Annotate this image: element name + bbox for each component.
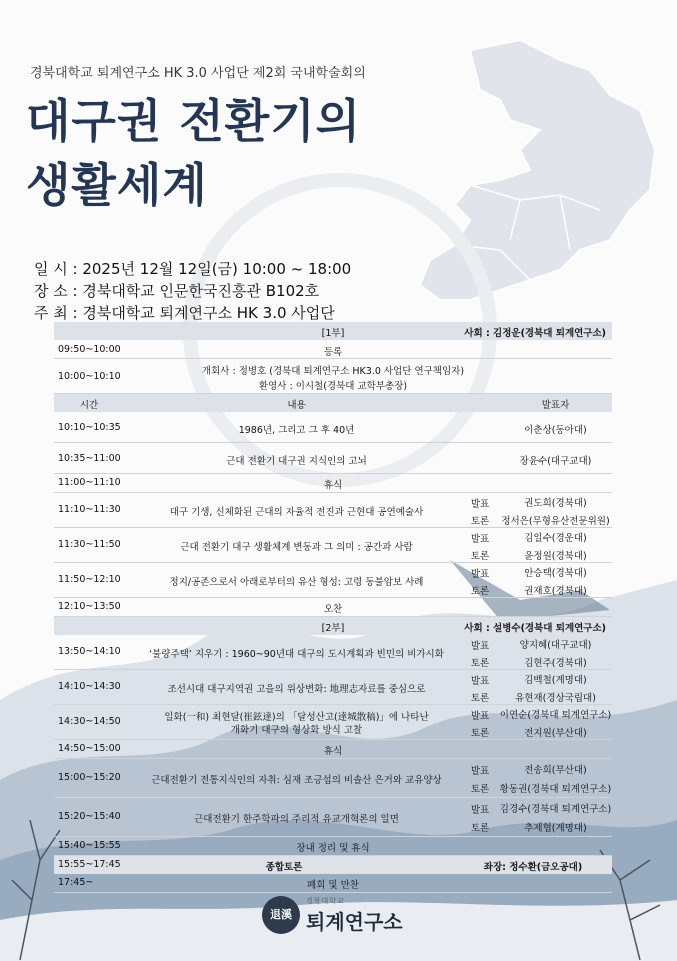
session-title: 근대 전환기 대구 생활체계 변동과 그 의미 : 공간과 사람: [180, 542, 413, 553]
registration-text: 등록: [323, 347, 343, 358]
discussion-time: 15:55~17:45: [58, 859, 121, 870]
part2-header: [54, 617, 612, 635]
discussant-label: 토론: [470, 823, 490, 834]
logo-institute-name: 퇴계연구소: [306, 910, 403, 934]
schedule-table: [54, 322, 612, 893]
lunch-row: [54, 598, 612, 617]
presenter-label: 발표: [470, 534, 490, 545]
welcome-speech: 환영사 : 이시철(경북대 교학부총장): [258, 381, 408, 392]
closing-row: [54, 874, 612, 893]
presenter-label: 발표: [470, 711, 490, 722]
part1-header: [54, 322, 612, 340]
session-title-line2: 개화기 대구의 형상화 방식 고찰: [230, 725, 363, 736]
presenter-label: 발표: [470, 805, 490, 816]
session-time: 14:10~14:30: [58, 681, 121, 692]
talk-title: 근대 전환기 대구권 지식인의 고뇌: [226, 456, 367, 467]
map-silhouette: [420, 40, 655, 300]
session-time: 15:00~15:20: [58, 772, 121, 783]
presenter-name: 김일수(경운대): [524, 533, 587, 544]
presenter-name: 안승택(경북대): [524, 568, 587, 579]
header-presenter: 발표자: [541, 400, 570, 411]
closing-text: 폐회 및 만찬: [307, 880, 359, 891]
discussant-name: 추제협(계명대): [524, 823, 587, 834]
session-row: [54, 528, 612, 563]
presenter-name: 전송희(부산대): [524, 765, 587, 776]
presenter-name: 양지혜(대구교대): [519, 640, 592, 651]
discussion-text: 종합토론: [265, 862, 303, 873]
title-line-2: 생활세계: [26, 158, 208, 212]
session-row: [54, 798, 612, 837]
discussant-name: 김현주(경북대): [524, 658, 587, 669]
session-time: 11:50~12:10: [58, 574, 121, 585]
break-time: 11:00~11:10: [58, 477, 121, 488]
discussant-label: 토론: [470, 693, 490, 704]
lunch-text: 오찬: [323, 604, 343, 615]
event-place: 장 소 : 경북대학교 인문한국진흥관 B102호: [34, 282, 320, 300]
presenter-name: 김백철(계명대): [524, 675, 587, 686]
talk-presenter: 장윤수(대구교대): [519, 456, 592, 467]
cleanup-row: [54, 837, 612, 856]
header-time: 시간: [79, 400, 99, 411]
talk-presenter: 이춘상(동아대): [524, 425, 587, 436]
break-text: 휴식: [323, 480, 343, 491]
opening-row: [54, 359, 612, 394]
presenter-name: 김경수(경북대 퇴계연구소): [499, 804, 612, 815]
closing-time: 17:45~: [58, 877, 94, 888]
cleanup-time: 15:40~15:55: [58, 840, 121, 851]
presenter-label: 발표: [470, 766, 490, 777]
session-time: 11:10~11:30: [58, 504, 121, 515]
session-time: 15:20~15:40: [58, 811, 121, 822]
discussant-name: 정서은(무형유산전문위원): [501, 516, 610, 527]
session-row: [54, 635, 612, 670]
discussant-label: 토론: [470, 551, 490, 562]
session-title: 근대전환기 전통지식인의 자취: 심재 조긍섭의 비솔산 은거와 교유양상: [151, 775, 442, 786]
registration-time: 09:50~10:00: [58, 344, 121, 355]
talk-time: 10:35~11:00: [58, 453, 121, 464]
break-text: 휴식: [323, 746, 343, 757]
discussant-label: 토론: [470, 784, 490, 795]
presenter-label: 발표: [470, 499, 490, 510]
presenter-label: 발표: [470, 641, 490, 652]
discussant-name: 권재호(경북대): [524, 586, 587, 597]
header-content: 내용: [287, 400, 306, 411]
event-subtitle: 경북대학교 퇴계연구소 HK 3.0 사업단 제2회 국내학술회의: [30, 66, 366, 81]
seal-icon: 退溪: [262, 896, 300, 934]
discussion-chair: 좌장: 정수환(금오공대): [483, 862, 583, 873]
talk-time: 10:10~10:35: [58, 422, 121, 433]
talk-row: [54, 443, 612, 474]
title-line-1: 대구권 전환기의: [26, 94, 362, 148]
session-row: [54, 759, 612, 798]
opening-speech: 개회사 : 정병호 (경북대 퇴계연구소 HK3.0 사업단 연구책임자): [201, 366, 465, 377]
opening-time: 10:00~10:10: [58, 371, 121, 382]
discussant-label: 토론: [470, 586, 490, 597]
session-row: [54, 563, 612, 598]
session-row: [54, 493, 612, 528]
discussant-name: 유현재(경상국립대): [515, 693, 596, 704]
talk-title: 1986년, 그리고 그 후 40년: [238, 425, 355, 436]
session-time: 14:30~14:50: [58, 716, 121, 727]
talk-row: [54, 412, 612, 443]
discussant-label: 토론: [470, 516, 490, 527]
presenter-name: 이연순(경북대 퇴계연구소): [499, 710, 612, 721]
session-title: ‘불량주택’ 지우기 : 1960~90년대 대구의 도시계획과 빈민의 비가시화: [149, 649, 444, 660]
session-row: [54, 705, 612, 740]
part2-label: [2부]: [321, 623, 345, 634]
event-date: 일 시 : 2025년 12월 12일(금) 10:00 ~ 18:00: [34, 260, 352, 278]
break-time: 14:50~15:00: [58, 743, 121, 754]
presenter-label: 발표: [470, 569, 490, 580]
part1-chair: 사회 : 김정운(경북대 퇴계연구소): [464, 328, 606, 339]
cleanup-text: 장내 정리 및 휴식: [296, 843, 370, 854]
session-title: 조선시대 대구지역권 고을의 위상변화: 地理志자료를 중심으로: [167, 684, 426, 695]
part1-label: [1부]: [321, 328, 345, 339]
session-title: 대구 기생, 신체화된 근대의 자율적 전진과 근현대 공연예술사: [169, 507, 424, 518]
discussant-name: 전지원(부산대): [524, 728, 587, 739]
registration-row: [54, 340, 612, 359]
logo-university: 경북대학교: [306, 897, 345, 905]
lunch-time: 12:10~13:50: [58, 601, 121, 612]
break-row: [54, 740, 612, 759]
presenter-name: 권도희(경북대): [524, 498, 587, 509]
part2-chair: 사회 : 설병수(경북대 퇴계연구소): [464, 623, 606, 634]
discussion-row: [54, 856, 612, 874]
session-time: 11:30~11:50: [58, 539, 121, 550]
discussant-name: 윤정원(경북대): [524, 551, 587, 562]
session-title: 정지/공존으로서 아래로부터의 유산 형성: 고령 동불암보 사례: [169, 577, 424, 588]
discussant-name: 황동권(경북대 퇴계연구소): [499, 784, 612, 795]
event-host: 주 최 : 경북대학교 퇴계연구소 HK 3.0 사업단: [34, 304, 335, 322]
discussant-label: 토론: [470, 728, 490, 739]
session-row: [54, 670, 612, 705]
presenter-label: 발표: [470, 676, 490, 687]
session-time: 13:50~14:10: [58, 646, 121, 657]
session-title: 일화(一和) 최현달(崔鉉達)의 「달성산고(達城散稿)」에 나타난: [164, 712, 429, 723]
break-row: [54, 474, 612, 493]
session-title: 근대전환기 한주학파의 주리적 유교개혁론의 일면: [194, 814, 399, 825]
column-header: [54, 394, 612, 412]
discussant-label: 토론: [470, 658, 490, 669]
